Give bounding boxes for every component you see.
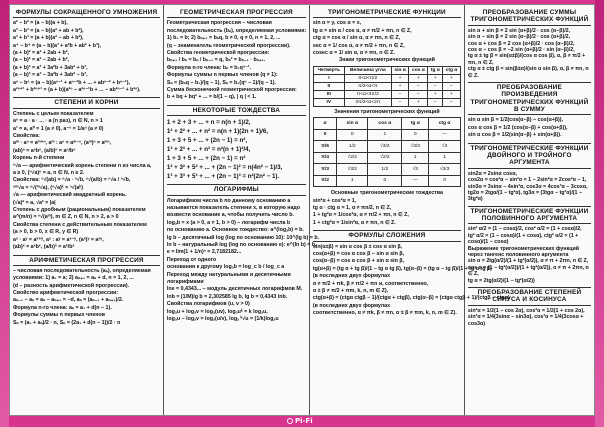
formula-line: lne = 0,4343... – модуль десятичных логарифмов M. [166,286,303,293]
section-title: ЛОГАРИФМЫ [167,184,306,195]
formula-line: Формулы суммы n первых членов (q ≠ 1): [166,72,278,79]
formula-line: e = lim(1 + 1/n)ⁿ = 2,7182182... [166,249,242,256]
signs-table [313,66,461,107]
formula-line: называется показатель степени x, в которую надо [166,204,301,211]
table-header-cell: tg α [402,118,429,130]
formula-line: ctg α = cos α / sin α, α ≠ πn, n ∈ Z, [312,35,401,42]
formula-line: √a — арифметический квадратный корень. [13,192,127,199]
table-cell: II [313,82,344,90]
table-header-cell: ctg α [429,118,461,130]
formula-line: sin3α = 3sinα − 4sin³α, cos3α = 4cos³α − 3cosα, [467,183,588,190]
table-cell: π<α<3π/2 [344,90,391,98]
table-cell: − [409,82,428,90]
formula-line: aˣ · aʸ = aˣ⁺ʸ, aˣ : aʸ = aˣ⁻ʸ, (aˣ)ʸ = aˣʸ, [13,236,104,243]
column-1 [10,5,164,415]
formula-line: 1 + 3 + 5 + ... + (2n − 1) = n², [166,137,248,145]
formula-line: cos α = (1 − tg²(α/2))/(1 + tg²(α/2)), α ≠ π + 2πn, n ∈ Z, [467,264,589,278]
table-header-cell: cos α [409,66,428,74]
table-cell: 3π/2<α<2π [344,98,391,106]
section-basic-identities [313,190,461,227]
formula-line: 1) b₁ = b; 2) bₙ₊₁ = bₙq, b ≠ 0, q ≠ 0, n = 1, 2, ... [166,35,281,42]
formula-line: 1 + 2 + 3 + ... + n = n(n + 1)/2, [166,119,251,127]
section-title: СТЕПЕНИ И КОРНИ [13,97,160,108]
table-cell: π/3 [313,164,336,176]
formula-line: Свойство арифметической прогрессии: [13,290,119,297]
section-title: ТРИГОНОМЕТРИЧЕСКИЕ ФУНКЦИИ ПОЛОВИННОГО АРГУМЕНТА [468,206,591,225]
table-cell: — [429,129,461,141]
table-cell: + [409,98,428,106]
table-cell: 1 [337,175,368,187]
section-title: НЕКОТОРЫЕ ТОЖДЕСТВА [167,105,306,116]
section-title: ТРИГОНОМЕТРИЧЕСКИЕ ФУНКЦИИ [313,8,461,18]
formula-line: sin α = 2tg(α/2)/(1 + tg²(α/2)), α ≠ π + 2πn, n ∈ Z, [467,258,589,265]
formula-line: Формула n-го члена: aₙ = a₁ + d(n − 1). [13,304,112,311]
formula-line: ⁿᵐ√a = ⁿ√(ᵐ√a), (ⁿ√a)ᵏ = ⁿ√(aᵏ) [13,184,83,191]
formula-list [313,198,461,228]
formula-line: tg² α/2 = (1 − cosα)/(1 + cosα), ctg² α/2 = (1 + cosα)/(1 − cosα) [467,232,579,246]
table-cell: III [313,90,344,98]
formula-line: sin α = y, cos α = x, [312,20,362,27]
formula-line: cos α + cos β = 2 cos (α+β)/2 · cos (α−β)/2, [467,40,575,47]
page-edge-right [595,0,604,427]
formula-line: Свойства степени с действительным показателем [13,221,147,228]
formula-line: sin α − sin β = 2 sin (α−β)/2 · cos (α+β)/2, [467,34,571,41]
column-4 [465,5,594,415]
table-header-cell: sin α [337,118,368,130]
section-title: Основные тригонометрические тождества [330,190,443,197]
values-table-body [313,118,460,187]
formula-line: α ± β ≠ π/2 + πm, k, n, m ∈ Z), [312,288,389,295]
formula-line: ⁿ√a — арифметический корень степени n из числа a, [13,162,152,169]
formula-line: tg2α = 2tgα/(1 − tg²α), tg3α = (3tgα − tg³α)/(1 − 3tg²α) [467,189,583,203]
section-product-to-sum [468,82,591,140]
formula-line: Переход от одного [166,256,217,263]
formula-line: a⁴ − b⁴ = (a − b)(a³ + a²b + ab² + b³), [13,42,101,49]
table-row [313,141,460,153]
formula-line: 1² + 3² + 5² + ... + (2n − 1)² = n(4n² − 1)/3, [166,164,283,172]
table-cell: π/2 [313,175,336,187]
section-identities [167,105,306,181]
section-sum-to-product [468,8,591,79]
table-cell: + [443,74,461,82]
formula-line: sin α cos β = 1/2(sin(α−β) + sin(α+β)). [467,132,562,139]
formula-line: a^(m/n) = ⁿ√(aᵐ), m ∈ Z, n ∈ N, n > 2, a > 0 [13,214,119,221]
formula-line: tg α = sin α / cos α, α ≠ π/2 + πn, n ∈ Z, [312,27,412,34]
section-half-argument [468,206,591,284]
formula-line: lg b – десятичный log (log по основанию 10): 10^(lg b) = b. [166,234,320,241]
formula-line: a³ + b³ = (a + b)(a² − ab + b²), [13,35,84,42]
table-cell: √2/2 [337,152,368,164]
table-row [313,74,460,82]
table-row [313,164,460,176]
table-header-row [313,66,460,74]
formula-line: через тангенс половинного аргумента [467,252,569,259]
formula-list [313,20,461,57]
table-cell: + [443,90,461,98]
section-title: ФОРМУЛЫ СЛОЖЕНИЯ [313,230,461,241]
formula-line: (ab)ˣ = aˣbˣ, (a/b)ˣ = aˣ/bˣ [13,244,75,251]
formula-line: ctg(α+β) = (ctgα ctgβ − 1)/(ctgα + ctgβ), ctg(α−β) = (ctgα ctgβ + 1)/(ctgβ − ctgα) [312,295,510,302]
formula-line: (в последних двух формулах [312,302,391,309]
formula-line: Свойства геометрической прогрессии: [166,49,270,56]
formula-line: логарифмами [166,279,204,286]
formula-line: sin³α = 1/4(3sinα − sin3α), cos³α = 1/4(3cosα + cos3α) [467,314,584,327]
formula-line: 1 + ctg²α = 1/sin²α, α ≠ πn, n ∈ Z. [312,219,396,226]
page-edge-left [0,0,9,427]
formula-line: a ≥ 0, (ⁿ√a)ⁿ = a, n ∈ N, n ≥ 2. [13,170,85,177]
formula-line: Свойства логарифмов (u, v > 0) [166,301,250,308]
formula-line: Sₙ = (bₙq − b₁)/(q − 1), Sₙ = b₁(qⁿ − 1)/(q − 1). [166,79,276,86]
formula-line: 1² + 2² + ... + n² = n(n + 1)(2n + 1)/6, [166,128,268,136]
formula-line: cos(α+β) = cos α cos β − sin α sin β, [312,251,405,257]
formula-line: (a + b)² = a² + 2ab + b², [13,49,69,56]
formula-line: Корень n-й степени [13,155,65,162]
table-cell: I [313,74,344,82]
formula-line: sin α + sin β = 2 sin (α+β)/2 · cos (α−β)/2, [467,27,571,34]
section-arithmetic-progression [13,255,160,328]
table-row [313,152,460,164]
table-caption: Значения тригонометрических функций [334,108,440,115]
section-title: ТРИГОНОМЕТРИЧЕСКИЕ ФУНКЦИИ ДВОЙНОГО И ТРОЙНОГО АРГУМЕНТА [468,143,591,169]
formula-line: – числовая последовательность (aₙ), определяемая [13,267,151,274]
formula-line: lnb = (1/M)lg b = 2,302585 lg b, lg b = 0,4343 lnb. [166,293,288,300]
formula-line: Переход между натуральными и десятичными [166,271,291,278]
section-title: ПРЕОБРАЗОВАНИЕ ПРОИЗВЕДЕНИЯ ТРИГОНОМЕТРИЧЕСКИХ ФУНКЦИЙ В СУММУ [468,82,591,115]
formula-line: a²ⁿ⁺¹ + b²ⁿ⁺¹ = (a + b)(a²ⁿ − a²ⁿ⁻¹b + ... − ab²ⁿ⁻¹ + b²ⁿ). [13,87,141,94]
table-cell: + [428,90,443,98]
column-2 [164,5,320,415]
section-trig-functions [313,8,461,187]
formula-line: 1³ + 3³ + 5³ + ... + (2n − 1)³ = n²(2n² − 1). [166,173,280,181]
table-cell: + [409,74,428,82]
formula-line: Степень с целым показателем [13,110,94,117]
formula-line: последовательность (bₙ), определяемая условиями: [166,27,307,34]
table-cell: √3/3 [402,141,429,153]
formula-line: (ab)ⁿ = aⁿbⁿ, (a/b)ⁿ = aⁿ/bⁿ [13,147,76,154]
formula-line: sin2α = 2sinα cosα, [467,170,517,177]
table-cell: — [402,175,429,187]
table-cell: 0<α<π/2 [344,74,391,82]
signs-table-body [313,66,460,106]
table-cell: 0 [429,175,461,187]
formula-list [13,20,160,94]
table-header-cell: Четверть [313,66,344,74]
formula-line: по основанию a. Основное тождество: a^(logₐb) = b. [166,227,304,234]
table-cell: − [443,98,461,106]
formula-line: a² − b² = (a − b)(a + b), [13,20,68,27]
table-row [313,90,460,98]
formula-line: 1³ + 2³ + ... + n³ = n²(n + 1)²/4, [166,146,251,154]
formula-line: b + bq + bq² + ... = b/(1 − q), | q | < 1. [166,94,257,101]
formula-line: 1 + 3 + 5 + ... + (2n − 1) = n² [166,155,246,163]
table-cell: √3/3 [429,164,461,176]
cheat-sheet [9,4,595,416]
table-cell: − [428,82,443,90]
table-cell: √3/2 [368,141,402,153]
formula-line: (q – знаменатель геометрической прогрессии). [166,42,291,49]
table-cell: 0 [337,129,368,141]
formula-line: Свойства: ⁿ√(ab) = ⁿ√a · ⁿ√b, ⁿ√(a/b) = ⁿ√a / ⁿ√b, [13,177,131,184]
brand-footer [287,417,313,425]
table-header-cell: α [313,118,336,130]
table-cell: √3/2 [337,164,368,176]
formula-line: sec α = 1/ cos α, α ≠ π/2 + πn, n ∈ Z, [312,42,405,49]
formula-line: (√a)² = a, √a² = |a| [13,199,56,206]
section-title: ПРЕОБРАЗОВАНИЕ СУММЫ ТРИГОНОМЕТРИЧЕСКИХ ФУНКЦИЙ [468,8,591,26]
formula-line: ln b – натуральный log (log по основанию e): e^(ln b) = b, [166,241,317,248]
formula-line: Формула n-го члена: bₙ = b₁qⁿ⁻¹. [166,64,252,71]
formula-line: cosec α = 1/ sin α, α ≠ πn, n ∈ Z. [312,49,395,56]
table-header-row [313,118,460,130]
formula-line: bₙ₊₁ / bₙ = bₙ / bₙ₋₁ = q, bₙ² = bₙ₋₁ · bₙ₊₁. [166,57,266,64]
section-title: ГЕОМЕТРИЧЕСКАЯ ПРОГРЕССИЯ [167,8,306,18]
table-cell: √2/2 [368,152,402,164]
table-cell: 0 [402,129,429,141]
table-caption: Знаки тригонометрических функций [338,57,435,64]
formula-line: (a − b)³ = a³ − 3a²b + 3ab² − b³, [13,72,88,79]
formula-line: (a > 0, b > 0, x ∈ R, y ∈ R) [13,229,79,236]
section-reduced-multiplication [13,8,160,94]
formula-list [166,197,320,324]
formula-line: (в последних двух формулах [312,273,391,280]
formula-list [468,117,591,139]
formula-line: a¹ = a, a⁰ = 1 (a ≠ 0), a⁻ⁿ = 1/aⁿ (a ≠ 0) [13,125,104,132]
formula-line: соответственно, α ≠ πk, β ≠ πn, α ± β ≠ πm, k, n, m ∈ Z). [312,310,457,317]
table-header-cell: cos α [368,118,402,130]
table-cell: 1/2 [368,164,402,176]
formula-line: ctg α ± ctg β = sin(β±α)/(sin α sin β), α, β ≠ πn, n ∈ Z. [467,66,589,79]
formula-line: a³ − b³ = (a − b)(a² + ab + b²), [13,27,84,34]
table-cell: 1 [368,129,402,141]
formula-line: sin²α + cos²α = 1, [312,197,357,204]
table-cell: √3 [402,164,429,176]
formula-line: aₙ₋₁ − aₙ = aₙ − aₙ₊₁ = −d, aₙ = (aₙ₋₁ + aₙ₊₁)/2. [13,297,124,304]
formula-line: sin² α/2 = (1 − cosα)/2, cos² α/2 = (1 + cosα)/2, [467,226,582,233]
table-cell: + [428,74,443,82]
formula-line: logₐu − logₐv = logₐ(u/v), logₐ ᵏ√u = (1/k)logₐu [166,316,279,323]
table-cell: − [443,82,461,90]
formula-line: tg α · ctg α = 1, α ≠ πn/2, n ∈ Z, [312,205,392,212]
table-cell: + [391,82,409,90]
formula-list [167,118,306,181]
formula-line: Sₙ = (a₁ + aₙ)/2 · n, Sₙ = (2a₁ + d(n − 1))/2 · n [13,319,121,326]
formula-list [468,226,591,284]
formula-line: cos2α = cos²α − sin²α = 1 − 2sin²α = 2cos²α − 1, [467,177,587,184]
formula-list [468,308,591,327]
formula-line: Геометрическая прогрессия – числовая [166,20,272,27]
formula-line: основания к другому logₐb = log_c b / log_c a [166,264,285,271]
formula-list [13,111,160,252]
table-header-cell: Величина угла [344,66,391,74]
table-cell: IV [313,98,344,106]
formula-line: sin²α = 1/2(1 − cos 2α), cos²α = 1/2(1 + cos 2α), [467,307,585,314]
formula-line: Свойства: [13,133,40,139]
formula-line: (a − b)² = a² − 2ab + b², [13,57,69,64]
formula-line: sin α sin β = 1/2(cos(α−β) − cos(α+β)), [467,117,564,124]
section-powers-roots [13,97,160,251]
formula-line: aᵐ · aⁿ = aᵐ⁺ⁿ, aᵐ : aⁿ = aᵐ⁻ⁿ, (aᵐ)ⁿ = aᵐⁿ, [13,140,112,147]
formula-line: условиями: 1) a₁ = a; 2) aₙ₊₁ = aₙ + d, n = 1, 2, ... [13,275,134,282]
formula-line: Сумма бесконечной геометрической прогрессии: [166,87,297,94]
section-title: АРИФМЕТИЧЕСКАЯ ПРОГРЕССИЯ [13,255,160,266]
table-cell: − [428,98,443,106]
table-cell: π/6 [313,141,336,153]
section-power-reduction [468,287,591,327]
table-cell: 0 [368,175,402,187]
formula-line: (a + b)³ = a³ + 3a²b + 3ab² + b³, [13,64,88,71]
formula-line: α ≠ π/2 + πk, β ≠ π/2 + πn и, соответственно, [312,280,429,287]
table-cell: + [391,74,409,82]
formula-line: Логарифмом числа b по данному основанию a [166,197,291,204]
table-cell: 1 [402,152,429,164]
formula-list [468,171,591,203]
table-header-cell: sin α [391,66,409,74]
table-cell: π/4 [313,152,336,164]
formula-line: cos(α−β) = cos α cos β + sin α sin β, [312,258,405,265]
formula-list [167,20,306,101]
table-row [313,175,460,187]
formula-line: aⁿ − bⁿ = (a − b)(aⁿ⁻¹ + aⁿ⁻²b + ... + abⁿ⁻² + bⁿ⁻¹), [13,79,130,86]
table-row [313,98,460,106]
table-header-cell: ctg α [443,66,461,74]
values-table [313,117,461,187]
wifi-logo-icon [287,418,293,424]
table-cell: − [409,90,428,98]
table-cell: 0 [313,129,336,141]
formula-line: возвести основание a, чтобы получить число b. [166,212,294,219]
formula-line: cos α − cos β = −2 sin (α+β)/2 · sin (α−β)/2, [467,46,575,53]
formula-line: Степень с дробным (рациональным) показателем [13,207,146,214]
section-title: ПРЕОБРАЗОВАНИЕ СТЕПЕНЕЙ СИНУСА И КОСИНУСА [468,287,591,306]
formula-list [13,268,160,327]
formula-line: tg(α+β) = (tg α + tg β)/(1 − tg α tg β), tg(α−β) = (tg α − tg β)/(1 + tg α tg β) [312,265,492,272]
formula-line: Выражение тригонометрических функций [467,245,579,252]
table-header-cell: tg α [428,66,443,74]
table-cell: − [391,90,409,98]
formula-line: cos α cos β = 1/2 (cos(α−β) + cos(α+β)), [467,124,568,131]
formula-line: tg α ± tg β = sin(α±β)/(cos α cos β), α, β ≠ π/2 + πn, n ∈ Z, [467,53,586,66]
brand-label: Pi-Fi [295,417,313,425]
formula-list [468,28,591,79]
table-cell: 1 [429,152,461,164]
formula-line: (d – разность арифметической прогрессии). [13,282,130,289]
formula-line: aⁿ = a · a · ... · a (n раз), n ∈ N, n > 1 [13,118,103,125]
section-logarithms [166,184,320,323]
table-cell: √3 [429,141,461,153]
table-row [313,82,460,90]
table-row [313,129,460,141]
formula-line: logₐb = x (a > 0, a ≠ 1, b > 0) – логарифм числа b [166,219,291,226]
formula-line: Формулы суммы n первых членов [13,312,105,319]
section-title: ФОРМУЛЫ СОКРАЩЕННОГО УМНОЖЕНИЯ [13,8,160,18]
formula-line: logₐu + logₐv = logₐ(uv), logₐuᵏ = k logₐu, [166,308,268,315]
formula-line: 1 + tg²α = 1/cos²α, α ≠ π/2 + πn, n ∈ Z, [312,212,409,219]
table-cell: − [391,98,409,106]
section-double-argument [468,143,591,203]
table-cell: π/2<α<π [344,82,391,90]
formula-line: tg α = 2tg(α/2)/(1 − tg²(α/2)) [467,277,535,284]
formula-line: sin(α±β) = sin α cos β ± cos α sin β, [312,243,403,250]
table-cell: 1/2 [337,141,368,153]
section-geometric-progression [167,8,306,102]
